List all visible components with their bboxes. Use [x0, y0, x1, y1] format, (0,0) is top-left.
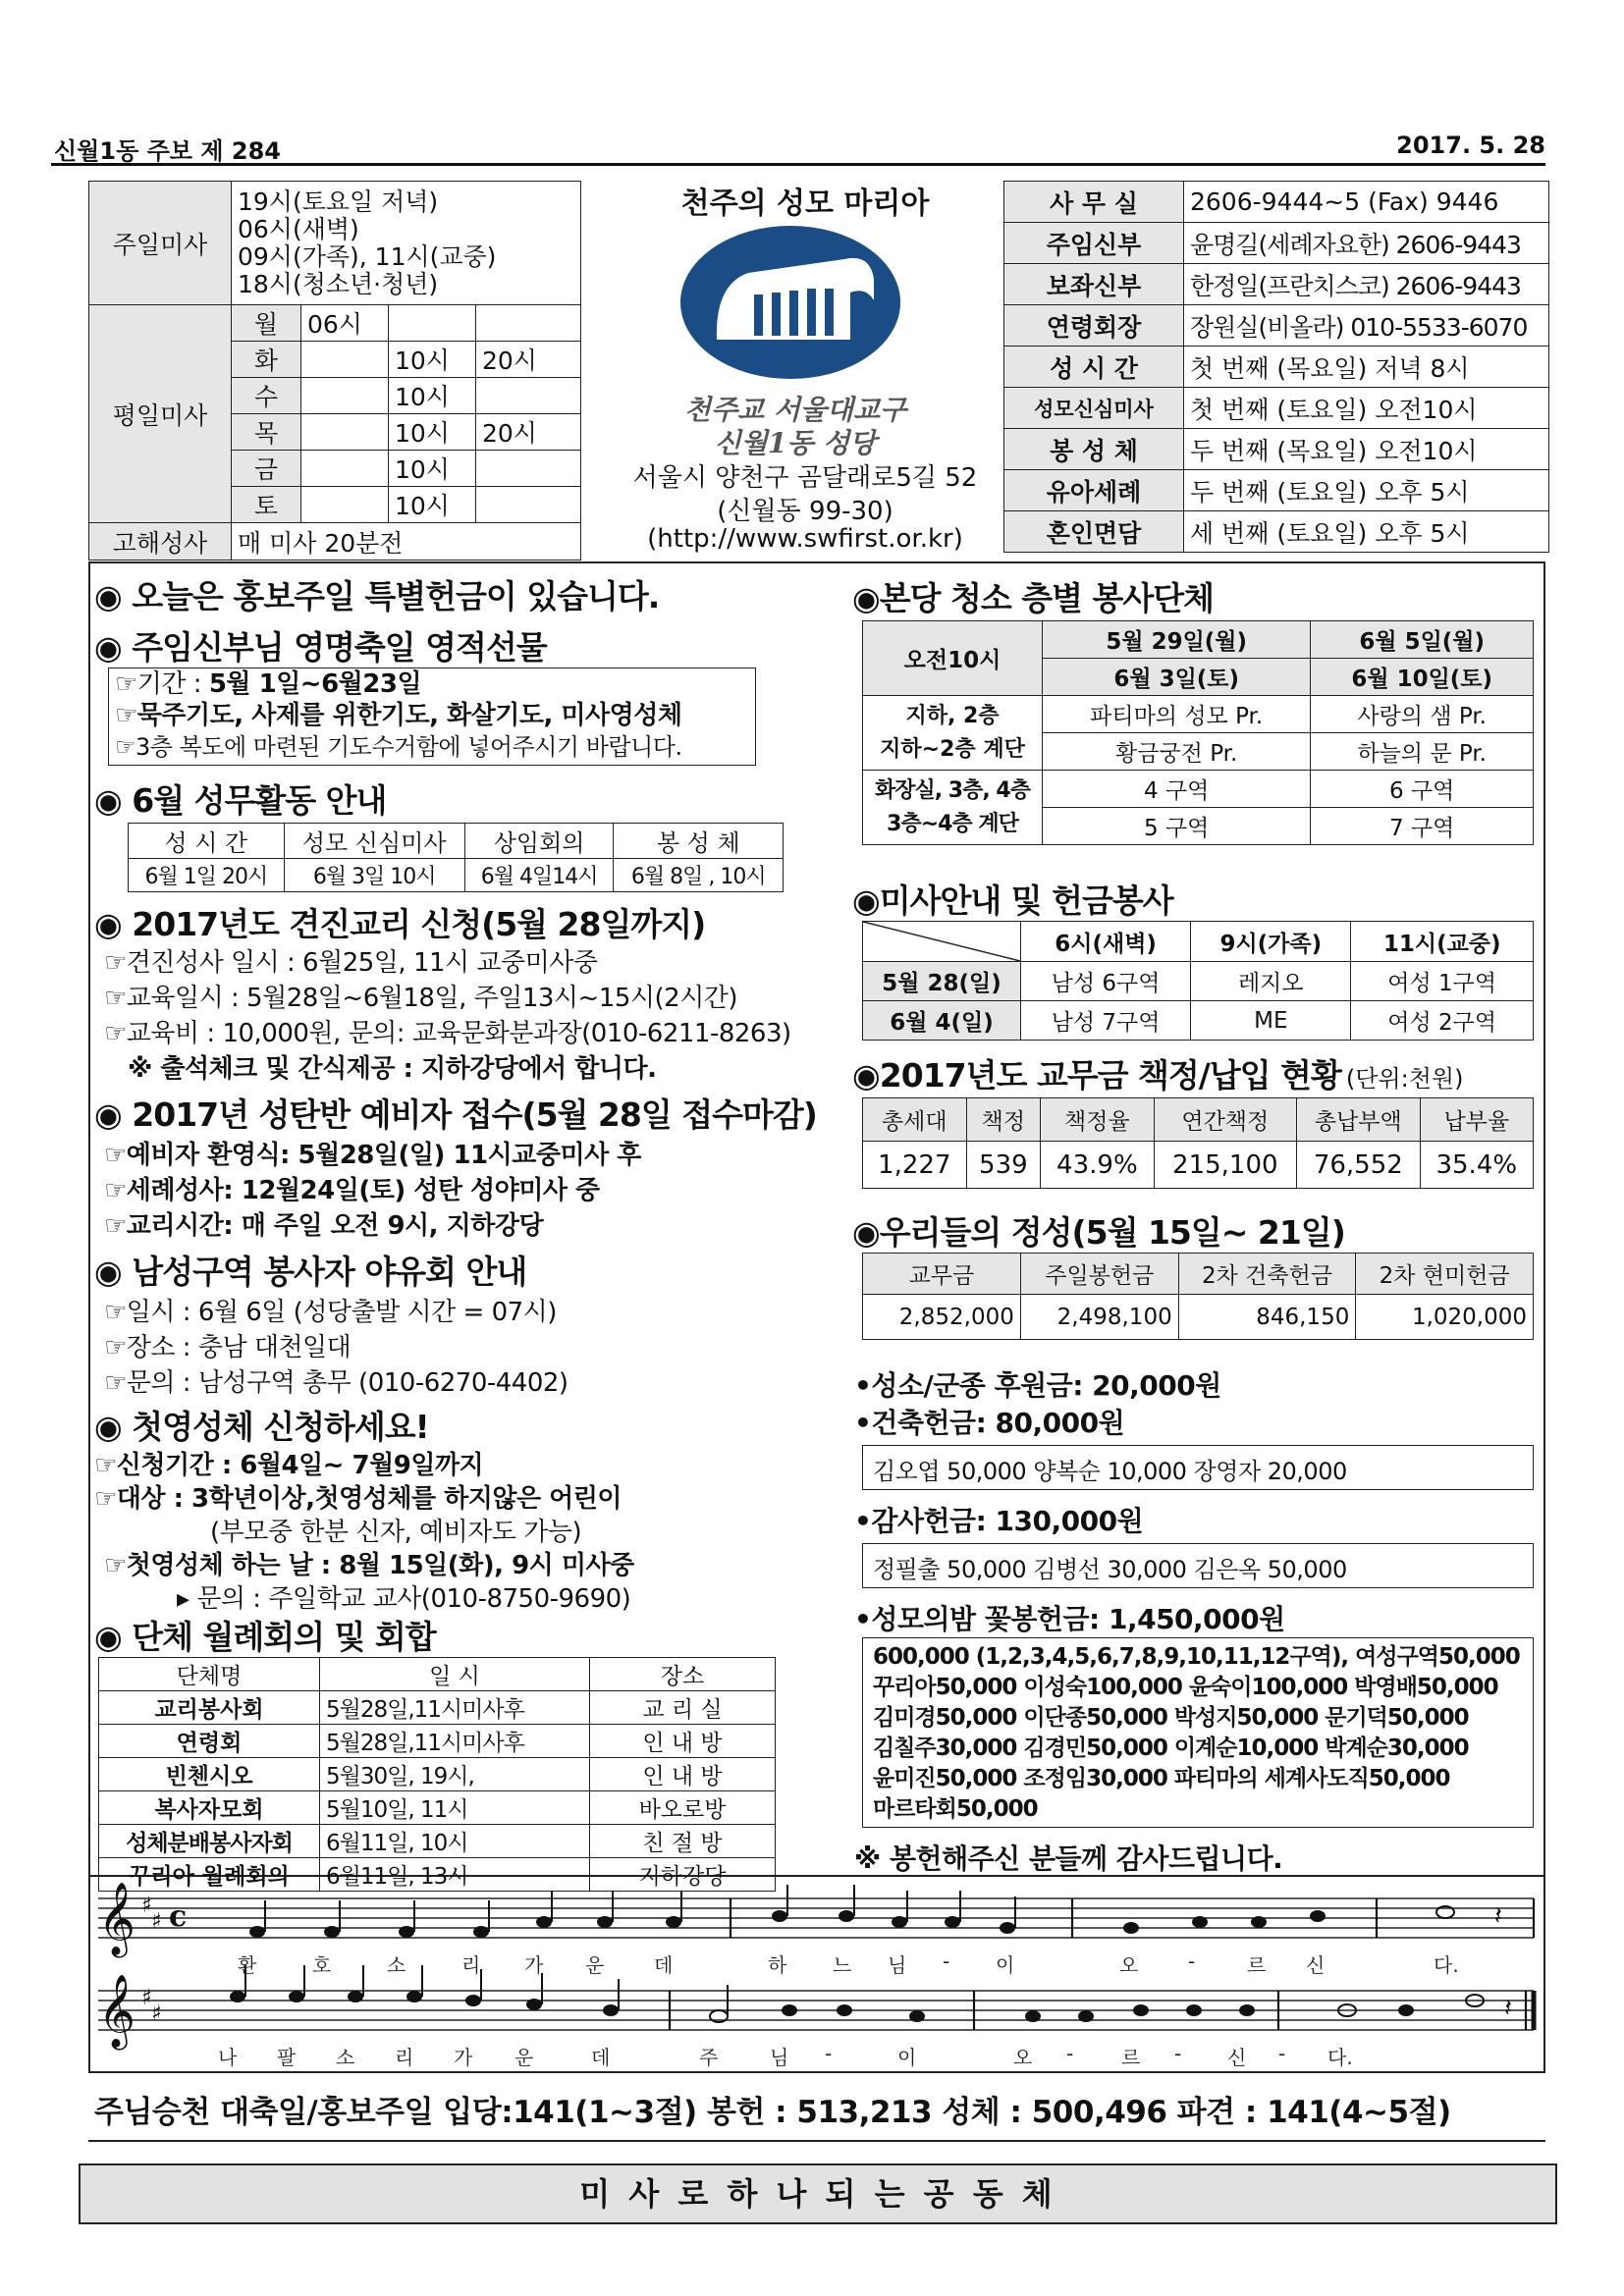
offering-header: 9시(가족): [1191, 922, 1351, 962]
contact-value: 윤명길(세례자요한) 2606-9443: [1184, 223, 1549, 264]
dues-header: 연간책정: [1154, 1098, 1296, 1142]
section-title-mass-offering: ◉미사안내 및 헌금봉사: [852, 881, 1173, 920]
dues-value: 215,100: [1154, 1142, 1296, 1189]
section-title-mens-picnic: ◉ 남성구역 봉사자 야유회 안내: [94, 1253, 527, 1291]
cleaning-group: 6 구역: [1311, 771, 1534, 808]
offerings-header: 교무금: [863, 1254, 1021, 1295]
building-donors: 김오엽 50,000 양복순 10,000 장영자 20,000: [862, 1445, 1534, 1490]
confirmation-line: ☞견진성사 일시 : 6월25일, 11시 교중미사중: [104, 948, 598, 978]
weekday-time: [301, 451, 389, 487]
section-title-june-activities: ◉ 6월 성무활동 안내: [94, 781, 387, 820]
mass-schedule-table: [88, 181, 581, 561]
flower-donors: 600,000 (1,2,3,4,5,6,7,8,9,10,11,12구역), 여성구역50,000 꾸리아50,000 이성숙100,000 윤숙이100,000 박영배50,000 김미경50,000 이단종50,000 박성지50,000 문기덕50,000 김칠주30,000 김경민50,000 이계순10,000 박계순30,000 윤미진50,000 조정임30,000 파티마의 세계사도직50,000 마르타회50,000: [862, 1637, 1534, 1828]
church-logo-icon: [677, 224, 903, 381]
thanks-donation: •감사헌금: 130,000원: [854, 1505, 1144, 1537]
liturgy-summary: 주님승천 대축일/홍보주일 입당:141(1~3절) 봉헌 : 513,213 성체 : 500,496 파견 : 141(4~5절): [94, 2095, 1451, 2130]
bulletin-date: 2017. 5. 28: [1396, 132, 1545, 159]
weekday-day: 화: [232, 342, 301, 378]
building-donation: •건축헌금: 80,000원: [854, 1407, 1125, 1439]
activity-header: 봉 성 체: [614, 824, 784, 859]
communion-line: ▸ 문의 : 주일학교 교사(010-8750-9690): [177, 1584, 631, 1614]
contacts-table: [1003, 181, 1549, 553]
offering-header: 6시(새벽): [1021, 922, 1191, 962]
table-row: 빈첸시오 5월30일, 19시, 인 내 방: [99, 1758, 776, 1791]
cleaning-table: [862, 620, 1534, 845]
communion-line: (부모중 한분 신자, 예비자도 가능): [210, 1518, 582, 1547]
section-title-offerings: ◉우리들의 정성(5월 15일~ 21일): [852, 1213, 1345, 1252]
offering-header: 11시(교중): [1351, 922, 1534, 962]
catechumen-line: ☞세례성사: 12월24일(토) 성탄 성야미사 중: [104, 1176, 600, 1205]
weekday-time: 20시: [476, 342, 581, 378]
activity-value: 6월 3일 10시: [284, 859, 464, 892]
bulletin-number: 신월1동 주보 제 284: [54, 137, 281, 165]
church-url[interactable]: (http://www.swfirst.or.kr): [647, 524, 963, 554]
contact-value: 한정일(프란치스코) 2606-9443: [1184, 264, 1549, 305]
cleaning-group: 5 구역: [1043, 808, 1311, 845]
cleaning-date: 6월 3일(토): [1043, 659, 1311, 696]
svg-text:♯: ♯: [151, 2002, 162, 2026]
weekday-mass-label: 평일미사: [89, 305, 232, 523]
contact-value: 두 번째 (목요일) 오전10시: [1184, 429, 1549, 470]
communion-line: ☞신청기간 : 6월4일~ 7월9일까지: [94, 1451, 484, 1480]
communion-line: ☞대상 : 3학년이상,첫영성체를 하지않은 어린이: [94, 1484, 622, 1514]
mass-offering-table: [862, 921, 1534, 1041]
thanks-note: ※ 봉헌해주신 분들께 감사드립니다.: [854, 1842, 1283, 1875]
offerings-header: 2차 건축헌금: [1178, 1254, 1356, 1295]
weekday-time: [476, 378, 581, 414]
cleaning-area-label: 지하, 2층 지하~2층 계단: [863, 696, 1043, 771]
contact-value: 첫 번째 (목요일) 저녁 8시: [1184, 347, 1549, 388]
june-activities-table: [128, 823, 784, 892]
meetings-table: [98, 1657, 776, 1892]
diagonal-cell: [863, 922, 1021, 962]
svg-text:c: c: [169, 1899, 188, 1934]
table-row: 6월 4(일) 남성 7구역 ME 여성 2구역: [863, 1001, 1534, 1041]
offerings-value: 2,852,000: [863, 1295, 1021, 1340]
section-title-spiritual-gift: ◉ 주임신부님 영명축일 영적선물: [94, 628, 547, 667]
meetings-header: 단체명: [99, 1658, 320, 1691]
church-title: 천주의 성모 마리아: [680, 187, 930, 221]
calligraphy-line1: 천주교 서울대교구: [683, 394, 907, 426]
dues-value: 539: [966, 1142, 1041, 1189]
svg-text:𝄞: 𝄞: [98, 1883, 135, 1955]
confession-value: 매 미사 20분전: [232, 523, 581, 561]
cleaning-date: 5월 29일(월): [1043, 621, 1311, 659]
weekday-time: 10시: [389, 451, 476, 487]
picnic-line: ☞장소 : 충남 대천일대: [104, 1333, 352, 1362]
contact-label: 봉 성 체: [1004, 429, 1184, 470]
contact-value: 세 번째 (토요일) 오후 5시: [1184, 511, 1549, 553]
contact-label: 보좌신부: [1004, 264, 1184, 305]
contact-value: 2606-9444~5 (Fax) 9446: [1184, 182, 1549, 223]
cleaning-date: 6월 10일(토): [1311, 659, 1534, 696]
activity-header: 상임회의: [464, 824, 614, 859]
contact-label: 연령회장: [1004, 305, 1184, 347]
weekday-time: 10시: [389, 414, 476, 451]
svg-text:♯: ♯: [141, 1894, 152, 1918]
cleaning-group: 사랑의 샘 Pr.: [1311, 696, 1534, 733]
contact-label: 혼인면담: [1004, 511, 1184, 553]
weekday-time: 10시: [389, 378, 476, 414]
church-address: 서울시 양천구 곰달래로5길 52: [632, 463, 978, 493]
weekday-time: [389, 305, 476, 342]
dues-value: 35.4%: [1420, 1142, 1533, 1189]
weekday-time: 10시: [389, 342, 476, 378]
footer-rule: [88, 2140, 1545, 2142]
contact-label: 주임신부: [1004, 223, 1184, 264]
weekday-day: 수: [232, 378, 301, 414]
community-slogan: 미 사 로 하 나 되 는 공 동 체: [79, 2163, 1557, 2224]
contact-label: 성 시 간: [1004, 347, 1184, 388]
offerings-value: 2,498,100: [1020, 1295, 1178, 1340]
cleaning-group: 4 구역: [1043, 771, 1311, 808]
sunday-mass-times: 19시(토요일 저녁) 06시(새벽) 09시(가족), 11시(교중) 18시(청소년·청년): [232, 182, 581, 305]
vocation-donation: •성소/군종 후원금: 20,000원: [854, 1369, 1221, 1402]
dues-value: 1,227: [863, 1142, 967, 1189]
cleaning-time: 오전10시: [863, 621, 1043, 696]
dues-value: 76,552: [1297, 1142, 1421, 1189]
meetings-header: 일 시: [320, 1658, 590, 1691]
section-title-monthly-meetings: ◉ 단체 월례회의 및 회합: [94, 1618, 436, 1656]
lyrics-line1: 환 호 소 리 가 운 데 하 느 님 - 이 오 - 르 신 다.: [238, 1949, 1459, 1977]
dues-header: 납부율: [1420, 1098, 1533, 1142]
weekday-day: 금: [232, 451, 301, 487]
cleaning-group: 파티마의 성모 Pr.: [1043, 696, 1311, 733]
contact-label: 성모신심미사: [1004, 388, 1184, 429]
header-rule: [51, 163, 1545, 166]
svg-text:♯: ♯: [141, 1986, 152, 2010]
dues-header: 총세대: [863, 1098, 967, 1142]
activity-header: 성 시 간: [129, 824, 285, 859]
confession-label: 고해성사: [89, 523, 232, 561]
weekday-time: [301, 378, 389, 414]
table-row: 복사자모회 5월10일, 11시 바오로방: [99, 1791, 776, 1825]
flower-donation: •성모의밤 꽃봉헌금: 1,450,000원: [854, 1603, 1285, 1635]
table-row: 꾸리아 월례회의 6월11일, 13시 지하강당: [99, 1858, 776, 1892]
svg-text:𝄞: 𝄞: [98, 1975, 135, 2048]
dues-header: 책정율: [1041, 1098, 1154, 1142]
weekday-time: 10시: [389, 487, 476, 523]
contact-value: 장원실(비올라) 010-5533-6070: [1184, 305, 1549, 347]
cleaning-group: 하늘의 문 Pr.: [1311, 733, 1534, 771]
weekday-time: [476, 451, 581, 487]
thanks-donors: 정필출 50,000 김병선 30,000 김은옥 50,000: [862, 1543, 1534, 1588]
calligraphy-line2: 신월1동 성당: [714, 427, 877, 459]
svg-text:𝄽: 𝄽: [1504, 1994, 1512, 2023]
cleaning-area-label: 화장실, 3층, 4층 3층~4층 계단: [863, 771, 1043, 845]
picnic-line: ☞일시 : 6월 6일 (성당출발 시간 = 07시): [104, 1298, 557, 1327]
table-row: 연령회 5월28일,11시미사후 인 내 방: [99, 1725, 776, 1758]
contact-value: 두 번째 (토요일) 오후 5시: [1184, 470, 1549, 511]
catechumen-line: ☞예비자 환영식: 5월28일(일) 11시교중미사 후: [104, 1141, 641, 1170]
offerings-header: 2차 현미헌금: [1356, 1254, 1534, 1295]
offerings-value: 1,020,000: [1356, 1295, 1534, 1340]
weekday-time: 06시: [301, 305, 389, 342]
offerings-header: 주일봉헌금: [1020, 1254, 1178, 1295]
section-title-promotion-sunday: ◉ 오늘은 홍보주일 특별헌금이 있습니다.: [94, 577, 660, 615]
section-title-first-communion: ◉ 첫영성체 신청하세요!: [94, 1408, 429, 1446]
offerings-value: 846,150: [1178, 1295, 1356, 1340]
weekday-day: 토: [232, 487, 301, 523]
activity-header: 성모 신심미사: [284, 824, 464, 859]
cleaning-date: 6월 5일(월): [1311, 621, 1534, 659]
picnic-line: ☞문의 : 남성구역 총무 (010-6270-4402): [104, 1368, 568, 1398]
weekday-time: [301, 342, 389, 378]
section-title-confirmation: ◉ 2017년도 견진교리 신청(5월 28일까지): [94, 905, 706, 943]
weekday-time: [301, 487, 389, 523]
table-row: 교리봉사회 5월28일,11시미사후 교 리 실: [99, 1691, 776, 1725]
church-address-detail: (신월동 99-30): [717, 497, 893, 526]
cleaning-group: 황금궁전 Pr.: [1043, 733, 1311, 771]
section-title-dues: ◉2017년도 교무금 책정/납입 현황 (단위:천원): [852, 1056, 1464, 1095]
confirmation-line: ☞교육일시 : 5월28일~6월18일, 주일13시~15시(2시간): [104, 984, 738, 1013]
offerings-table: [862, 1253, 1534, 1340]
section-title-christmas-catechumen: ◉ 2017년 성탄반 예비자 접수(5월 28일 접수마감): [94, 1095, 817, 1134]
cleaning-group: 7 구역: [1311, 808, 1534, 845]
dues-header: 책정: [966, 1098, 1041, 1142]
activity-value: 6월 1일 20시: [129, 859, 285, 892]
activity-value: 6월 4일14시: [464, 859, 614, 892]
confirmation-line: ☞교육비 : 10,000원, 문의: 교육문화분과장(010-6211-8263): [104, 1019, 791, 1048]
contact-label: 사 무 실: [1004, 182, 1184, 223]
confirmation-note: ※ 출석체크 및 간식제공 : 지하강당에서 합니다.: [128, 1054, 657, 1084]
contact-value: 첫 번째 (토요일) 오전10시: [1184, 388, 1549, 429]
table-row: 5월 28(일) 남성 6구역 레지오 여성 1구역: [863, 962, 1534, 1001]
contact-label: 유아세례: [1004, 470, 1184, 511]
weekday-time: [476, 305, 581, 342]
table-row: 성체분배봉사자회 6월11일, 10시 친 절 방: [99, 1825, 776, 1858]
activity-value: 6월 8일 , 10시: [614, 859, 784, 892]
svg-text:♯: ♯: [151, 1909, 162, 1934]
weekday-time: 20시: [476, 414, 581, 451]
spiritual-gift-box: ☞기간 : 5월 1일~6월23일 ☞묵주기도, 사제를 위한기도, 화살기도, 미사영성체 ☞3층 복도에 마련된 기도수거함에 넣어주시기 바랍니다.: [108, 667, 756, 766]
meetings-header: 장소: [590, 1658, 776, 1691]
lyrics-line2: 나 팔 소 리 가 운 데 주 님 - 이 오 - 르 - 신 - 다.: [218, 2042, 1353, 2069]
svg-text:𝄽: 𝄽: [1494, 1901, 1502, 1931]
section-title-cleaning: ◉본당 청소 층별 봉사단체: [852, 579, 1215, 617]
weekday-day: 목: [232, 414, 301, 451]
dues-table: [862, 1097, 1534, 1189]
catechumen-line: ☞교리시간: 매 주일 오전 9시, 지하강당: [104, 1211, 544, 1241]
dues-value: 43.9%: [1041, 1142, 1154, 1189]
dues-header: 총납부액: [1297, 1098, 1421, 1142]
weekday-time: [301, 414, 389, 451]
sunday-mass-label: 주일미사: [89, 182, 232, 305]
communion-line: ☞첫영성체 하는 날 : 8월 15일(화), 9시 미사중: [104, 1551, 634, 1580]
weekday-day: 월: [232, 305, 301, 342]
weekday-time: [476, 487, 581, 523]
